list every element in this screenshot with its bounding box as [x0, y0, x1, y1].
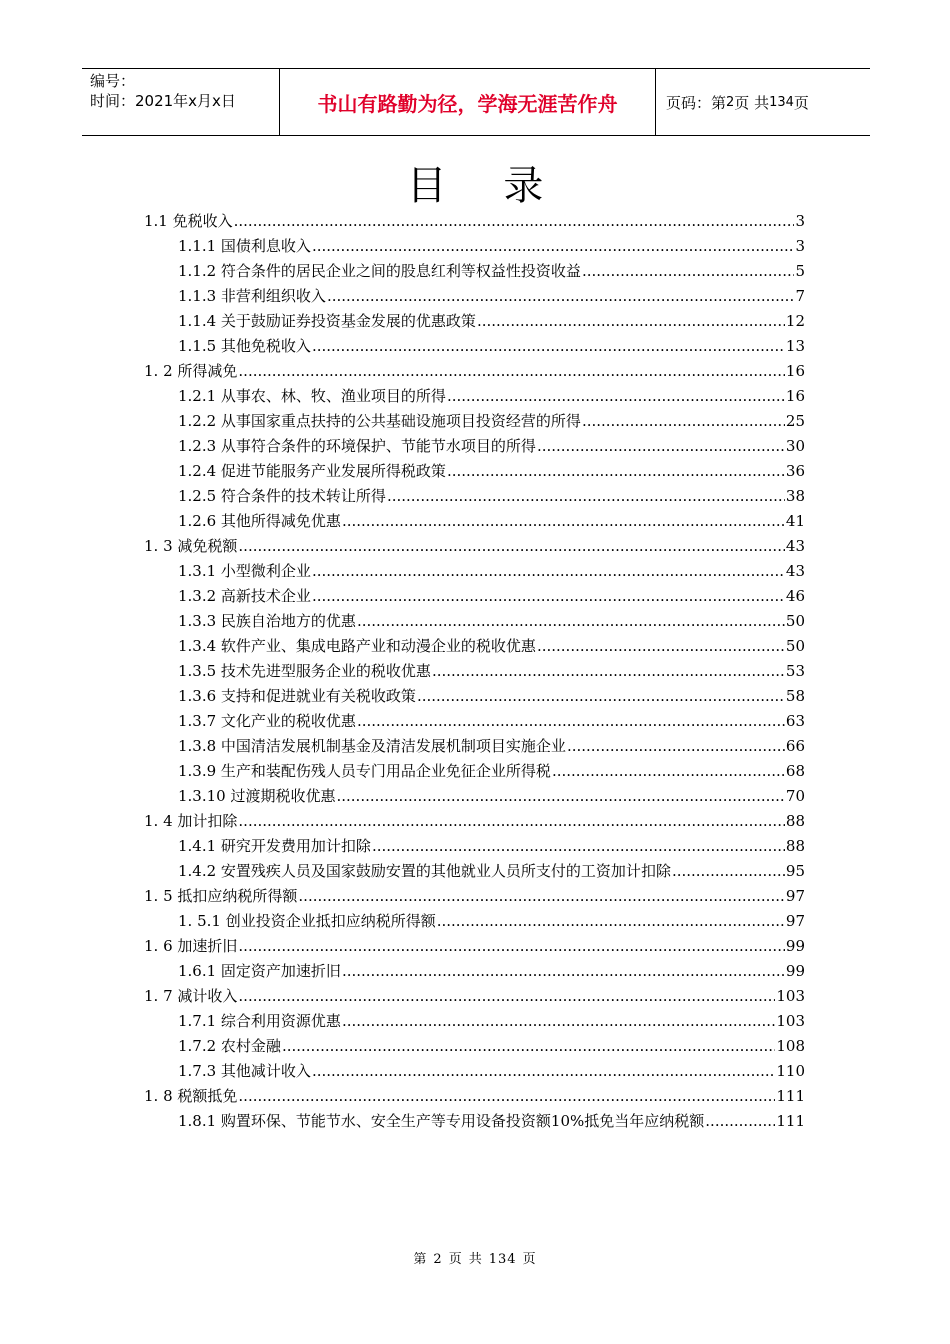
toc-leader-dots — [238, 934, 785, 959]
toc-entry[interactable] — [144, 984, 805, 1009]
toc-entry-page: 46 — [785, 587, 805, 605]
toc-entry-label: 1.3.9 生产和装配伤残人员专门用品企业免征企业所得税 — [178, 762, 551, 780]
toc-leader-dots — [234, 209, 795, 234]
toc-leader-dots — [238, 359, 785, 384]
toc-entry[interactable] — [178, 334, 805, 359]
toc-leader-dots — [357, 709, 785, 734]
footer-prefix: 第 — [413, 1252, 428, 1267]
toc-entry-page: 5 — [795, 262, 805, 280]
toc-entry-label: 1.1.2 符合条件的居民企业之间的股息红利等权益性投资收益 — [178, 262, 581, 280]
toc-entry-label: 1. 5 抵扣应纳税所得额 — [144, 887, 298, 905]
toc-leader-dots — [477, 309, 785, 334]
toc-entry-label: 1.2.4 促进节能服务产业发展所得税政策 — [178, 462, 446, 480]
toc-entry[interactable] — [178, 759, 805, 784]
toc-entry-page: 63 — [785, 712, 805, 730]
toc-entry-page: 3 — [795, 212, 805, 230]
toc-entry-label: 1.6.1 固定资产加速折旧 — [178, 962, 341, 980]
toc-entry-page: 110 — [776, 1062, 805, 1080]
toc-entry-page: 111 — [776, 1087, 805, 1105]
toc-leader-dots — [705, 1109, 775, 1134]
page-footer — [0, 1248, 950, 1267]
toc-leader-dots — [417, 684, 785, 709]
toc-entry[interactable] — [178, 734, 805, 759]
toc-entry-page: 95 — [785, 862, 805, 880]
toc-entry-page: 70 — [785, 787, 805, 805]
toc-leader-dots — [312, 584, 785, 609]
toc-entry-page: 53 — [785, 662, 805, 680]
toc-leader-dots — [437, 909, 785, 934]
toc-entry-page: 13 — [785, 337, 805, 355]
toc-entry-label: 1.8.1 购置环保、节能节水、安全生产等专用设备投资额10%抵免当年应纳税额 — [178, 1112, 705, 1130]
toc-leader-dots — [342, 1009, 775, 1034]
toc-entry[interactable] — [178, 959, 805, 984]
toc-entry-page: 111 — [776, 1112, 805, 1130]
toc-entry[interactable] — [144, 209, 805, 234]
toc-entry[interactable] — [178, 1109, 805, 1134]
toc-entry[interactable] — [178, 784, 805, 809]
toc-entry[interactable] — [178, 584, 805, 609]
toc-leader-dots — [238, 534, 785, 559]
header-meta — [82, 69, 280, 135]
toc-entry-page: 68 — [785, 762, 805, 780]
toc-entry-label: 1. 7 减计收入 — [144, 987, 238, 1005]
toc-entry[interactable] — [144, 934, 805, 959]
toc-entry[interactable] — [178, 509, 805, 534]
toc-entry-page: 25 — [785, 412, 805, 430]
toc-entry-label: 1.2.3 从事符合条件的环境保护、节能节水项目的所得 — [178, 437, 536, 455]
toc-entry[interactable] — [178, 284, 805, 309]
toc-leader-dots — [312, 1059, 775, 1084]
toc-leader-dots — [387, 484, 785, 509]
toc-entry-page: 43 — [785, 537, 805, 555]
toc-entry[interactable] — [178, 409, 805, 434]
toc-entry-label: 1.3.1 小型微利企业 — [178, 562, 311, 580]
toc-entry-label: 1. 5.1 创业投资企业抵扣应纳税所得额 — [178, 912, 436, 930]
toc-entry-label: 1.2.1 从事农、林、牧、渔业项目的所得 — [178, 387, 446, 405]
toc-entry-page: 88 — [785, 837, 805, 855]
toc-entry-page: 16 — [785, 362, 805, 380]
toc-entry-page: 7 — [795, 287, 805, 305]
toc-entry-label: 1.7.3 其他减计收入 — [178, 1062, 311, 1080]
toc-entry-page: 41 — [785, 512, 805, 530]
footer-mid2: 共 — [468, 1252, 483, 1267]
toc-entry-page: 66 — [785, 737, 805, 755]
toc-entry-page: 88 — [785, 812, 805, 830]
toc-leader-dots — [672, 859, 785, 884]
toc-leader-dots — [282, 1034, 775, 1059]
toc-entry-label: 1.4.1 研究开发费用加计扣除 — [178, 837, 371, 855]
toc-entry-page: 103 — [776, 987, 805, 1005]
page-total: 134 — [769, 94, 794, 110]
toc-entry-page: 43 — [785, 562, 805, 580]
toc-entry[interactable] — [178, 1059, 805, 1084]
toc-entry-label: 1.3.6 支持和促进就业有关税收政策 — [178, 687, 416, 705]
toc-entry-page: 97 — [785, 887, 805, 905]
toc-entry[interactable] — [178, 609, 805, 634]
page-suffix: 页 — [793, 93, 809, 112]
toc-entry-page: 50 — [785, 637, 805, 655]
toc-entry-page: 58 — [785, 687, 805, 705]
footer-current: 2 — [433, 1252, 443, 1267]
toc-leader-dots — [342, 959, 785, 984]
toc-entry[interactable] — [178, 684, 805, 709]
toc-entry-label: 1.2.6 其他所得减免优惠 — [178, 512, 341, 530]
toc-entry-label: 1. 3 减免税额 — [144, 537, 238, 555]
toc-leader-dots — [582, 409, 785, 434]
toc-entry-label: 1.7.1 综合利用资源优惠 — [178, 1012, 341, 1030]
toc-entry-label: 1.3.8 中国清洁发展机制基金及清洁发展机制项目实施企业 — [178, 737, 566, 755]
toc-entry[interactable] — [178, 484, 805, 509]
toc-entry-page: 50 — [785, 612, 805, 630]
toc-entry[interactable] — [178, 309, 805, 334]
toc-entry-page: 38 — [785, 487, 805, 505]
toc-entry[interactable] — [178, 659, 805, 684]
toc-entry[interactable] — [178, 434, 805, 459]
toc-leader-dots — [238, 809, 785, 834]
toc-entry-page: 30 — [785, 437, 805, 455]
toc-entry-label: 1.1.5 其他免税收入 — [178, 337, 311, 355]
toc-leader-dots — [537, 634, 785, 659]
toc-entry[interactable] — [144, 359, 805, 384]
toc-entry-page: 103 — [776, 1012, 805, 1030]
toc-leader-dots — [432, 659, 785, 684]
toc-entry-label: 1.3.2 高新技术企业 — [178, 587, 311, 605]
toc-entry[interactable] — [178, 459, 805, 484]
toc-entry[interactable] — [178, 859, 805, 884]
toc-entry[interactable] — [144, 1084, 805, 1109]
toc-leader-dots — [582, 259, 795, 284]
toc-entry-label: 1.4.2 安置残疾人员及国家鼓励安置的其他就业人员所支付的工资加计扣除 — [178, 862, 671, 880]
footer-suffix: 页 — [522, 1252, 537, 1267]
document-number-label: 编号： — [90, 72, 136, 90]
toc-leader-dots — [238, 984, 775, 1009]
toc-entry-label: 1. 8 税额抵免 — [144, 1087, 238, 1105]
toc-entry-label: 1. 6 加速折旧 — [144, 937, 238, 955]
toc-leader-dots — [372, 834, 785, 859]
toc-title: 目 录 — [406, 163, 566, 209]
toc-entry-page: 99 — [785, 937, 805, 955]
toc-entry-label: 1.7.2 农村金融 — [178, 1037, 281, 1055]
toc-entry[interactable] — [178, 559, 805, 584]
toc-entry[interactable] — [178, 634, 805, 659]
toc-leader-dots — [342, 509, 785, 534]
toc-entry-label: 1.3.5 技术先进型服务企业的税收优惠 — [178, 662, 431, 680]
toc-entry[interactable] — [178, 384, 805, 409]
toc-entry[interactable] — [144, 884, 805, 909]
toc-entry-label: 1.1.1 国债利息收入 — [178, 237, 311, 255]
toc-entry-label: 1.2.5 符合条件的技术转让所得 — [178, 487, 386, 505]
toc-entry[interactable] — [178, 709, 805, 734]
toc-leader-dots — [447, 459, 785, 484]
toc-leader-dots — [327, 284, 795, 309]
page-prefix: 页码：第 — [666, 93, 727, 112]
toc-entry[interactable] — [178, 1034, 805, 1059]
toc-entry-label: 1.2.2 从事国家重点扶持的公共基础设施项目投资经营的所得 — [178, 412, 581, 430]
document-time-label: 时间：2021年x月x日 — [90, 92, 236, 110]
toc-leader-dots — [312, 559, 785, 584]
toc-leader-dots — [447, 384, 785, 409]
toc-entry-label: 1. 4 加计扣除 — [144, 812, 238, 830]
toc-entry[interactable] — [178, 1009, 805, 1034]
toc-leader-dots — [357, 609, 785, 634]
toc-entry-page: 16 — [785, 387, 805, 405]
toc-entry[interactable] — [144, 534, 805, 559]
toc-entry-page: 97 — [785, 912, 805, 930]
page-mid: 页 共 — [734, 93, 770, 112]
page-header — [82, 68, 870, 136]
toc-entry-page: 36 — [785, 462, 805, 480]
toc-leader-dots — [552, 759, 785, 784]
toc-entry-page: 3 — [795, 237, 805, 255]
toc-entry-label: 1.1 免税收入 — [144, 212, 233, 230]
toc-entry-label: 1.1.3 非营利组织收入 — [178, 287, 326, 305]
toc-entry[interactable] — [178, 259, 805, 284]
toc-entry-page: 108 — [776, 1037, 805, 1055]
toc-leader-dots — [312, 234, 795, 259]
header-page-info — [656, 69, 870, 135]
toc-entry-label: 1. 2 所得减免 — [144, 362, 238, 380]
page-current: 2 — [726, 94, 735, 110]
toc-leader-dots — [336, 784, 784, 809]
toc-leader-dots — [567, 734, 785, 759]
toc-leader-dots — [238, 1084, 775, 1109]
footer-total: 134 — [488, 1252, 517, 1267]
toc-entry-label: 1.3.4 软件产业、集成电路产业和动漫企业的税收优惠 — [178, 637, 536, 655]
toc-entry-page: 12 — [785, 312, 805, 330]
footer-mid1: 页 — [448, 1252, 463, 1267]
toc-entry[interactable] — [144, 809, 805, 834]
toc-entry-label: 1.1.4 关于鼓励证券投资基金发展的优惠政策 — [178, 312, 476, 330]
toc-entry-page: 99 — [785, 962, 805, 980]
toc-leader-dots — [537, 434, 785, 459]
header-motto: 书山有路勤为径，学海无涯苦作舟 — [280, 69, 656, 135]
toc-leader-dots — [298, 884, 785, 909]
toc-entry[interactable] — [178, 909, 805, 934]
toc-entry[interactable] — [178, 234, 805, 259]
toc-leader-dots — [312, 334, 785, 359]
toc-entry-label: 1.3.7 文化产业的税收优惠 — [178, 712, 356, 730]
toc-entry-label: 1.3.10 过渡期税收优惠 — [178, 787, 336, 805]
toc-entry[interactable] — [178, 834, 805, 859]
toc-entry-label: 1.3.3 民族自治地方的优惠 — [178, 612, 356, 630]
